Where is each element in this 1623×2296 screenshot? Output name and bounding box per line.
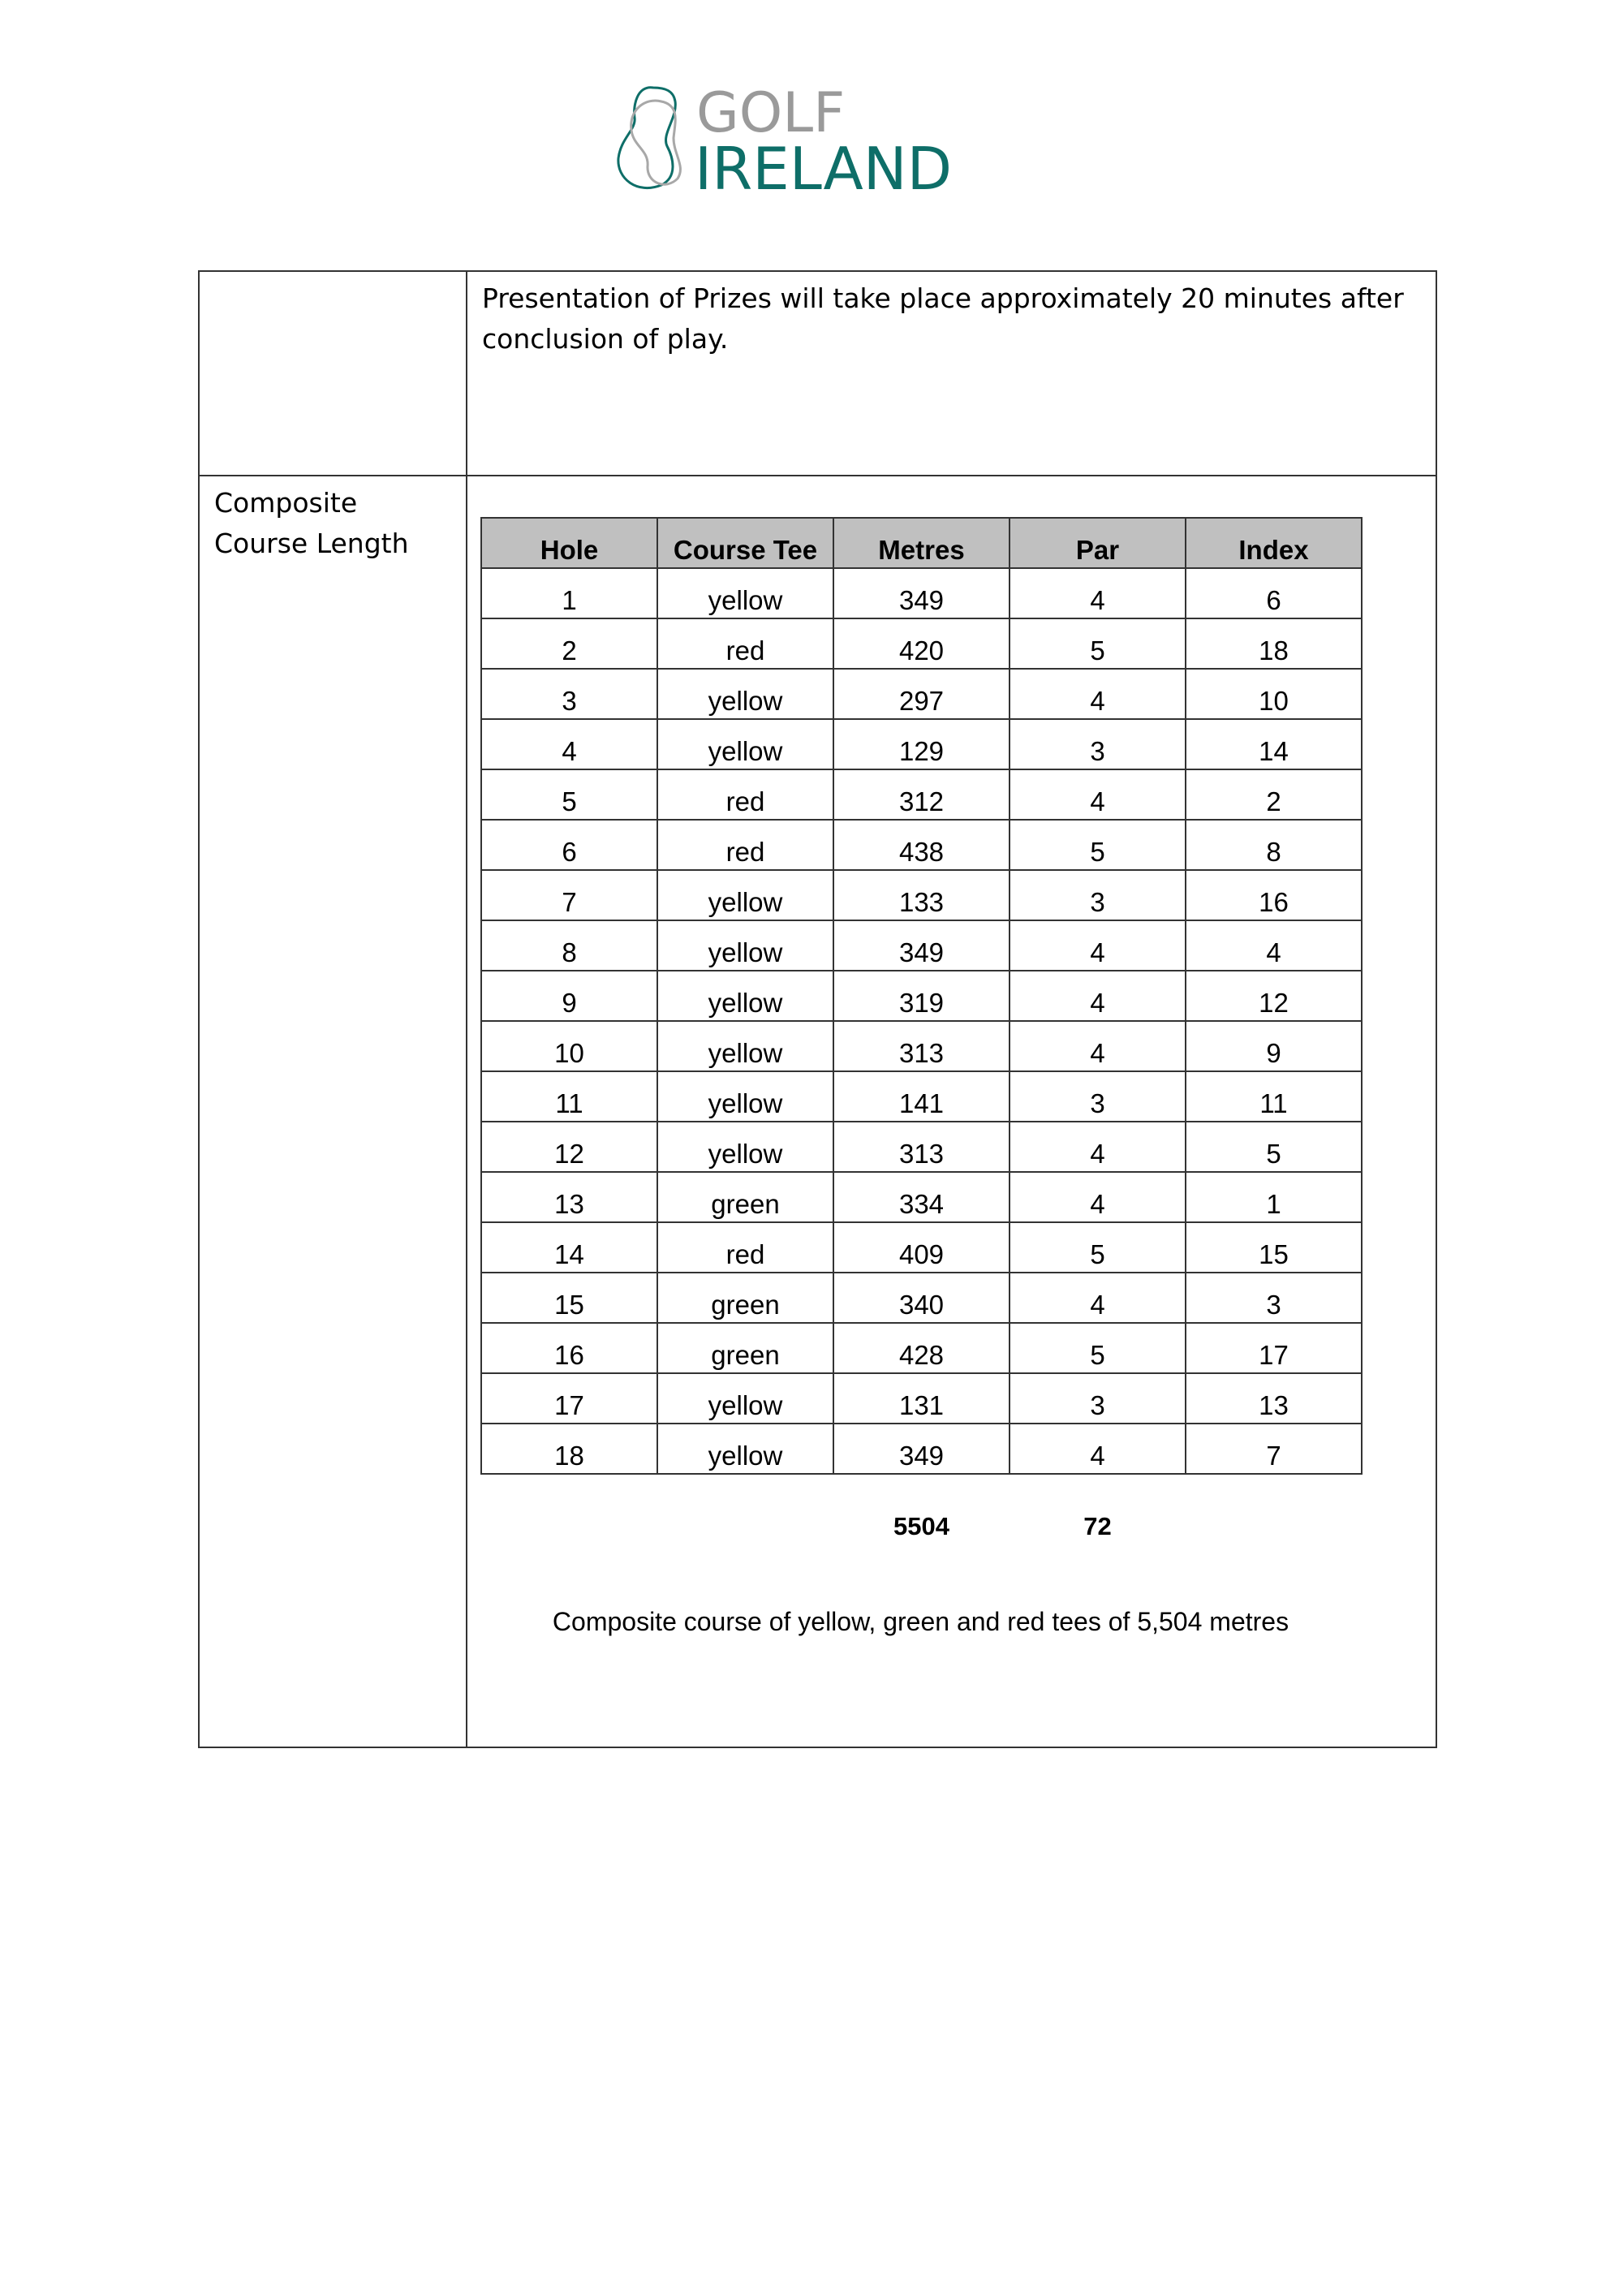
table-cell: 131 — [833, 1373, 1010, 1424]
table-cell: yellow — [657, 1373, 833, 1424]
table-row — [481, 920, 1362, 971]
table-cell: 5 — [1010, 618, 1186, 669]
column-header: Par — [1010, 518, 1186, 568]
column-header: Course Tee — [657, 518, 833, 568]
table-cell: 3 — [1010, 1373, 1186, 1424]
table-cell: 16 — [481, 1323, 657, 1373]
table-row — [481, 1122, 1362, 1172]
table-row — [481, 1021, 1362, 1071]
table-cell: 2 — [1186, 769, 1362, 820]
table-cell: 3 — [481, 669, 657, 719]
table-cell: 4 — [1010, 920, 1186, 971]
table-cell: 7 — [1186, 1424, 1362, 1474]
table-cell: 2 — [481, 618, 657, 669]
table-cell: yellow — [657, 971, 833, 1021]
table-cell: red — [657, 618, 833, 669]
info-table — [198, 270, 1437, 1748]
table-cell: 6 — [481, 820, 657, 870]
logo-mark-icon — [617, 81, 974, 195]
table-cell: 4 — [481, 719, 657, 769]
table-cell: 18 — [1186, 618, 1362, 669]
table-cell: yellow — [657, 1021, 833, 1071]
table-cell: yellow — [657, 719, 833, 769]
row-divider — [200, 475, 1436, 476]
table-cell: 312 — [833, 769, 1010, 820]
table-cell: 13 — [481, 1172, 657, 1222]
table-cell: 15 — [1186, 1222, 1362, 1273]
hole-table — [480, 517, 1363, 1475]
table-row — [481, 1424, 1362, 1474]
prizes-text: Presentation of Prizes will take place approximately 20 minutes after conclusion of play. — [482, 282, 1404, 355]
table-cell: 5 — [1010, 1222, 1186, 1273]
table-cell: 4 — [1010, 1122, 1186, 1172]
table-cell: yellow — [657, 870, 833, 920]
table-row — [481, 820, 1362, 870]
table-cell: red — [657, 820, 833, 870]
table-cell: 4 — [1186, 920, 1362, 971]
table-cell: 4 — [1010, 568, 1186, 618]
table-cell: 5 — [1010, 820, 1186, 870]
table-cell: red — [657, 1222, 833, 1273]
table-row — [481, 669, 1362, 719]
table-cell: 10 — [481, 1021, 657, 1071]
table-cell: 3 — [1010, 870, 1186, 920]
table-cell: 9 — [481, 971, 657, 1021]
table-cell: 133 — [833, 870, 1010, 920]
table-cell: 12 — [1186, 971, 1362, 1021]
table-cell: 313 — [833, 1122, 1010, 1172]
table-cell: 4 — [1010, 971, 1186, 1021]
column-header: Hole — [481, 518, 657, 568]
svg-text:GOLF: GOLF — [696, 81, 846, 145]
table-cell: 11 — [481, 1071, 657, 1122]
table-cell: 4 — [1010, 669, 1186, 719]
table-row — [481, 769, 1362, 820]
table-cell: 8 — [481, 920, 657, 971]
table-cell: 16 — [1186, 870, 1362, 920]
table-cell: yellow — [657, 1122, 833, 1172]
table-cell: 4 — [1010, 1273, 1186, 1323]
table-row — [481, 1373, 1362, 1424]
table-cell: yellow — [657, 669, 833, 719]
table-row — [481, 568, 1362, 618]
table-cell: 1 — [481, 568, 657, 618]
table-cell: yellow — [657, 920, 833, 971]
table-cell: red — [657, 769, 833, 820]
table-cell: 129 — [833, 719, 1010, 769]
table-cell: 334 — [833, 1172, 1010, 1222]
table-cell: 13 — [1186, 1373, 1362, 1424]
golf-ireland-logo — [617, 81, 974, 195]
table-row — [481, 719, 1362, 769]
table-cell: 409 — [833, 1222, 1010, 1273]
svg-text:IRELAND: IRELAND — [695, 135, 953, 195]
table-row — [481, 1071, 1362, 1122]
table-cell: 18 — [481, 1424, 657, 1474]
section-label: Composite Course Length — [214, 487, 409, 559]
table-cell: 349 — [833, 568, 1010, 618]
table-cell: 14 — [1186, 719, 1362, 769]
table-cell: 297 — [833, 669, 1010, 719]
column-header: Metres — [833, 518, 1010, 568]
column-header: Index — [1186, 518, 1362, 568]
table-row — [481, 1222, 1362, 1273]
table-cell: 3 — [1010, 1071, 1186, 1122]
table-cell: 4 — [1010, 1021, 1186, 1071]
table-cell: 3 — [1186, 1273, 1362, 1323]
table-cell: 340 — [833, 1273, 1010, 1323]
table-cell: 14 — [481, 1222, 657, 1273]
table-cell: 1 — [1186, 1172, 1362, 1222]
table-cell: 3 — [1010, 719, 1186, 769]
table-cell: 9 — [1186, 1021, 1362, 1071]
table-cell: green — [657, 1323, 833, 1373]
table-row — [481, 1323, 1362, 1373]
total-par: 72 — [1083, 1512, 1112, 1540]
total-metres: 5504 — [893, 1512, 949, 1540]
table-cell: 8 — [1186, 820, 1362, 870]
table-cell: 349 — [833, 920, 1010, 971]
table-cell: 11 — [1186, 1071, 1362, 1122]
table-cell: 141 — [833, 1071, 1010, 1122]
table-header-row — [481, 518, 1362, 568]
table-cell: 428 — [833, 1323, 1010, 1373]
table-cell: green — [657, 1273, 833, 1323]
table-row — [481, 618, 1362, 669]
table-cell: 5 — [1186, 1122, 1362, 1172]
column-divider — [466, 272, 467, 1747]
table-cell: 420 — [833, 618, 1010, 669]
table-cell: 5 — [481, 769, 657, 820]
table-cell: yellow — [657, 568, 833, 618]
table-cell: 349 — [833, 1424, 1010, 1474]
table-row — [481, 1172, 1362, 1222]
table-cell: 5 — [1010, 1323, 1186, 1373]
table-cell: 7 — [481, 870, 657, 920]
table-cell: 10 — [1186, 669, 1362, 719]
table-row — [481, 971, 1362, 1021]
table-cell: yellow — [657, 1071, 833, 1122]
table-cell: 12 — [481, 1122, 657, 1172]
table-cell: 17 — [1186, 1323, 1362, 1373]
table-cell: 15 — [481, 1273, 657, 1323]
table-cell: 4 — [1010, 1424, 1186, 1474]
table-cell: 319 — [833, 971, 1010, 1021]
table-cell: 17 — [481, 1373, 657, 1424]
caption: Composite course of yellow, green and red tees of 5,504 metres — [552, 1607, 1289, 1636]
table-cell: 4 — [1010, 1172, 1186, 1222]
table-cell: 313 — [833, 1021, 1010, 1071]
table-cell: 6 — [1186, 568, 1362, 618]
table-cell: 4 — [1010, 769, 1186, 820]
table-row — [481, 870, 1362, 920]
table-cell: 438 — [833, 820, 1010, 870]
table-row — [481, 1273, 1362, 1323]
table-cell: green — [657, 1172, 833, 1222]
table-cell: yellow — [657, 1424, 833, 1474]
